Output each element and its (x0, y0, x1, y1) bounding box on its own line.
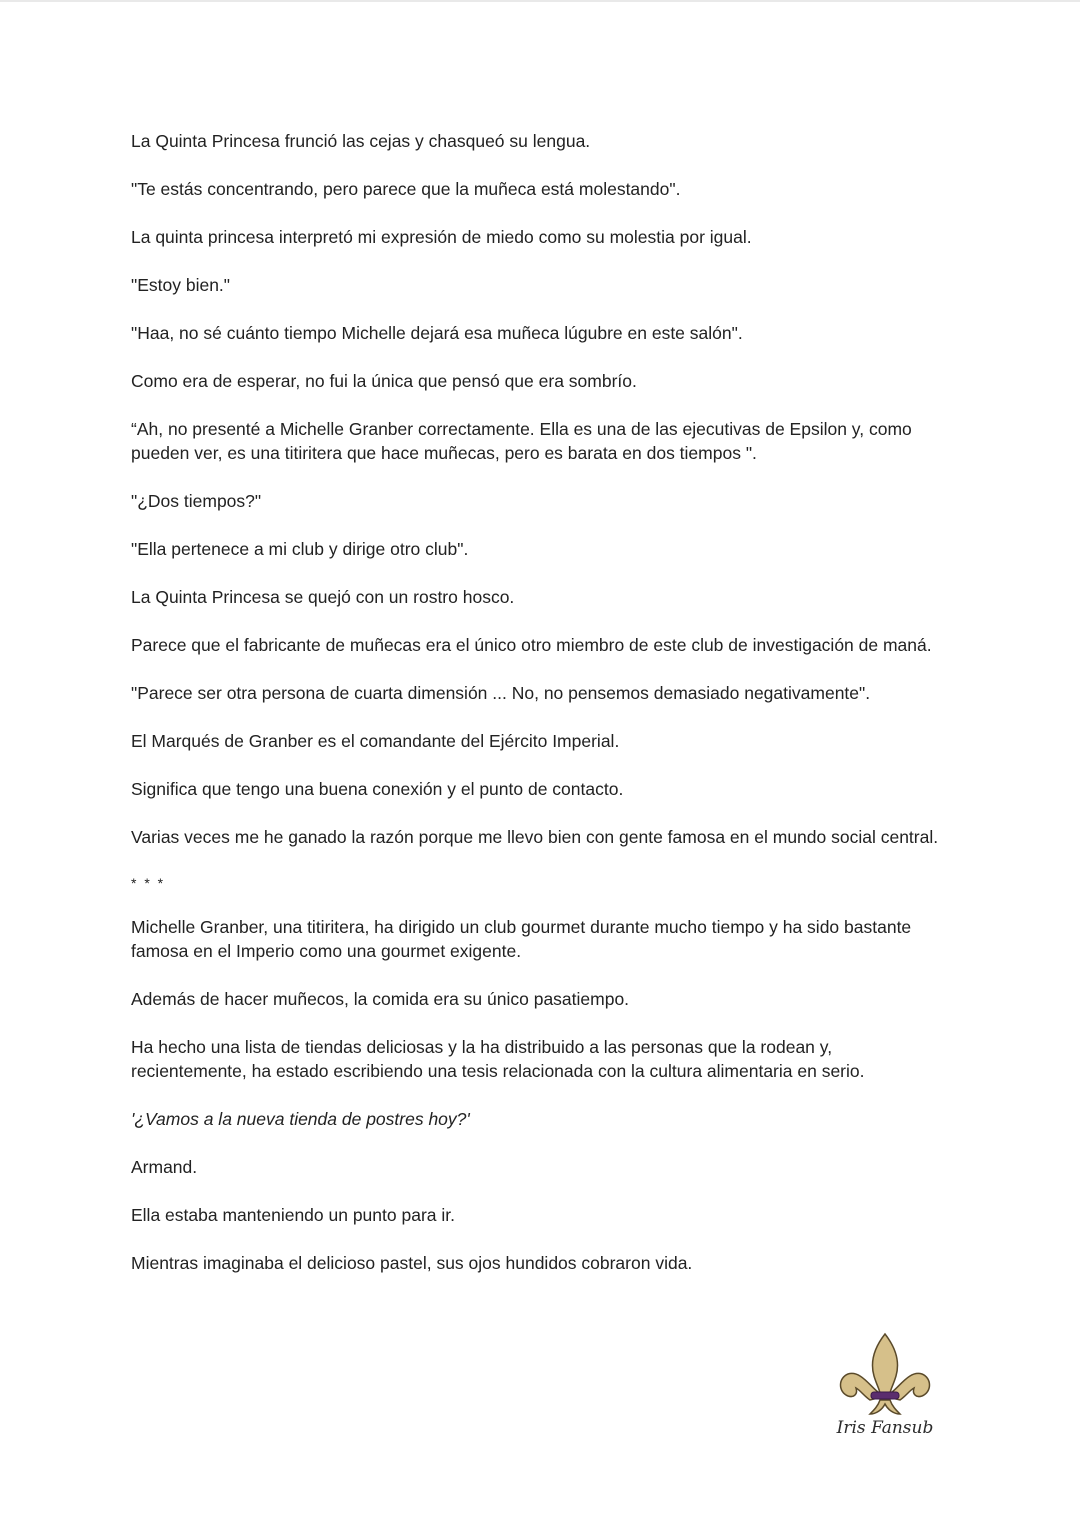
paragraph: Mientras imaginaba el delicioso pastel, sus ojos hundidos cobraron vida. (131, 1253, 693, 1273)
paragraph: "Haa, no sé cuánto tiempo Michelle dejará esa muñeca lúgubre en este salón". (131, 323, 743, 343)
paragraph: "Parece ser otra persona de cuarta dimensión ... No, no pensemos demasiado negativamente". (131, 683, 871, 703)
paragraph: La Quinta Princesa frunció las cejas y chasqueó su lengua. (131, 131, 591, 151)
paragraph: "Estoy bien." (131, 275, 231, 295)
section-separator: * * * (131, 875, 166, 891)
paragraph: Además de hacer muñecos, la comida era su único pasatiempo. (131, 989, 630, 1009)
paragraph: La Quinta Princesa se quejó con un rostro hosco. (131, 587, 515, 607)
watermark-logo (830, 1330, 940, 1450)
paragraph: "Ella pertenece a mi club y dirige otro club". (131, 539, 469, 559)
paragraph: Armand. (131, 1157, 198, 1177)
paragraph: Significa que tengo una buena conexión y el punto de contacto. (131, 779, 624, 799)
paragraph: El Marqués de Granber es el comandante del Ejército Imperial. (131, 731, 620, 751)
paragraph: La quinta princesa interpretó mi expresión de miedo como su molestia por igual. (131, 227, 752, 247)
document-body (131, 129, 951, 1299)
top-border (0, 0, 1080, 2)
paragraph: Varias veces me he ganado la razón porque me llevo bien con gente famosa en el mundo social central. (131, 827, 939, 847)
paragraph: "Te estás concentrando, pero parece que la muñeca está molestando". (131, 179, 681, 199)
paragraph: Parece que el fabricante de muñecas era el único otro miembro de este club de investigación de maná. (131, 635, 932, 655)
paragraph: Ha hecho una lista de tiendas deliciosas y la ha distribuido a las personas que la rodean y, recientemente, ha estado escribiendo una tesis relacionada con la cultura alimentaria en serio. (131, 1037, 865, 1081)
paragraph: '¿Vamos a la nueva tienda de postres hoy?' (131, 1109, 470, 1129)
paragraph: Ella estaba manteniendo un punto para ir. (131, 1205, 455, 1225)
paragraph: “Ah, no presenté a Michelle Granber correctamente. Ella es una de las ejecutivas de Epsilon y, como pueden ver, es una titiritera que hace muñecas, pero es barata en dos tiempos ". (131, 419, 917, 463)
paragraph: Como era de esperar, no fui la única que pensó que era sombrío. (131, 371, 637, 391)
paragraph: "¿Dos tiempos?" (131, 491, 262, 511)
fleur-de-lis-icon (830, 1330, 940, 1420)
paragraph: Michelle Granber, una titiritera, ha dirigido un club gourmet durante mucho tiempo y ha sido bastante famosa en el Imperio como una gourmet exigente. (131, 917, 917, 961)
logo-text: Iris Fansub (836, 1418, 934, 1438)
